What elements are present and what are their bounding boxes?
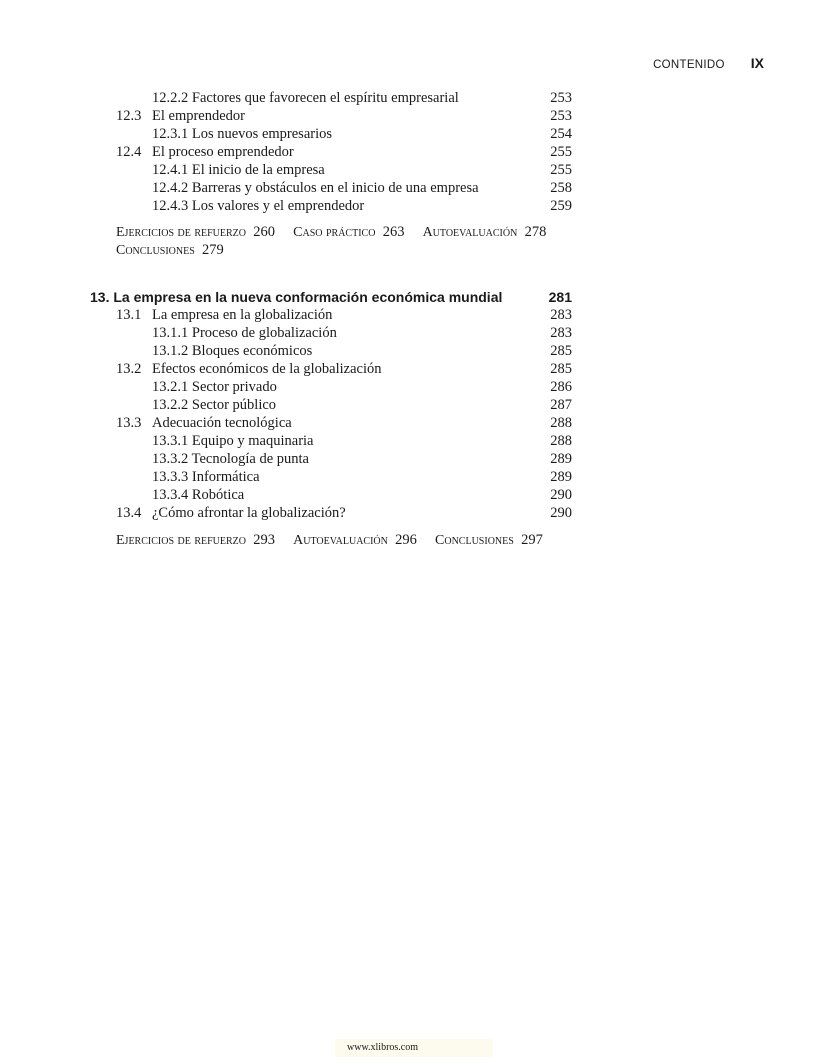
toc-page-number: 254 bbox=[550, 126, 572, 142]
toc-entry: 13.3.2 Tecnología de punta bbox=[152, 451, 309, 467]
extra-label: Autoevaluación bbox=[422, 225, 518, 240]
toc-page-number: 286 bbox=[550, 379, 572, 395]
toc-page-number: 290 bbox=[550, 487, 572, 503]
extra-label: Ejercicios de refuerzo bbox=[116, 533, 247, 548]
toc-section: 13.1 La empresa en la globalización bbox=[116, 307, 333, 323]
toc-page-number: 285 bbox=[550, 343, 572, 359]
chapter-extras bbox=[116, 241, 224, 259]
extra-label: Autoevaluación bbox=[293, 533, 388, 548]
extra-page: 293 bbox=[253, 532, 276, 548]
toc-page-number: 287 bbox=[550, 397, 572, 413]
header-label: CONTENIDO bbox=[653, 59, 725, 71]
extra-page: 297 bbox=[521, 532, 543, 548]
toc-page-number: 253 bbox=[550, 90, 572, 106]
toc-section: 12.4 El proceso emprendedor bbox=[116, 144, 294, 160]
toc-entry: 13.1.2 Bloques económicos bbox=[152, 343, 313, 359]
toc-page-number: 289 bbox=[550, 469, 572, 485]
toc-section: 13.4 ¿Cómo afrontar la globalización? bbox=[116, 505, 346, 521]
extra-label: Conclusiones bbox=[435, 533, 514, 548]
toc-page-number: 283 bbox=[550, 307, 572, 323]
toc-page-number: 255 bbox=[550, 162, 572, 178]
toc-entry: 12.4.3 Los valores y el emprendedor bbox=[152, 198, 365, 214]
toc-section: 12.3 El emprendedor bbox=[116, 108, 246, 124]
extra-page: 278 bbox=[524, 224, 547, 240]
toc-section: 13.3 Adecuación tecnológica bbox=[116, 415, 292, 431]
extra-label: Caso práctico bbox=[293, 225, 376, 240]
toc-page-number: 289 bbox=[550, 451, 572, 467]
extra-page: 263 bbox=[382, 224, 405, 240]
chapter-page-number: 281 bbox=[548, 289, 572, 305]
toc-entry: 13.2.2 Sector público bbox=[152, 397, 277, 413]
toc-page-number: 288 bbox=[550, 433, 572, 449]
chapter-heading bbox=[90, 288, 502, 306]
toc-entry: 13.3.1 Equipo y maquinaria bbox=[152, 433, 314, 449]
toc-entry: 13.1.1 Proceso de globalización bbox=[152, 325, 337, 341]
toc-entry: 12.3.1 Los nuevos empresarios bbox=[152, 126, 333, 142]
toc-entry: 13.3.4 Robótica bbox=[152, 487, 245, 503]
running-header bbox=[653, 55, 764, 71]
chapter-extras bbox=[116, 223, 546, 241]
toc-entry: 12.4.2 Barreras y obstáculos en el inicio de una empresa bbox=[152, 180, 479, 196]
toc-page-number: 259 bbox=[550, 198, 572, 214]
toc-page-number: 255 bbox=[550, 144, 572, 160]
toc-page-number: 290 bbox=[550, 505, 572, 521]
toc-entry: 13.2.1 Sector privado bbox=[152, 379, 277, 395]
extra-label: Conclusiones bbox=[116, 243, 195, 258]
toc-entry: 12.4.1 El inicio de la empresa bbox=[152, 162, 325, 178]
extra-label: Ejercicios de refuerzo bbox=[116, 225, 247, 240]
footer-watermark-url: www.xlibros.com bbox=[335, 1039, 493, 1057]
chapter-extras bbox=[116, 531, 543, 549]
chapter-title: La empresa en la nueva conformación económica mundial bbox=[113, 289, 503, 305]
extra-page: 279 bbox=[202, 242, 224, 258]
header-page-number: IX bbox=[750, 55, 764, 71]
toc-page-number: 253 bbox=[550, 108, 572, 124]
extra-page: 260 bbox=[253, 224, 276, 240]
toc-section: 13.2 Efectos económicos de la globalización bbox=[116, 361, 382, 377]
toc-page-number: 285 bbox=[550, 361, 572, 377]
toc-entry: 13.3.3 Informática bbox=[152, 469, 260, 485]
chapter-number: 13. bbox=[90, 289, 110, 305]
toc-page-number: 283 bbox=[550, 325, 572, 341]
toc-page-number: 258 bbox=[550, 180, 572, 196]
extra-page: 296 bbox=[395, 532, 417, 548]
toc-entry: 12.2.2 Factores que favorecen el espíritu empresarial bbox=[152, 90, 459, 106]
toc-page-number: 288 bbox=[550, 415, 572, 431]
